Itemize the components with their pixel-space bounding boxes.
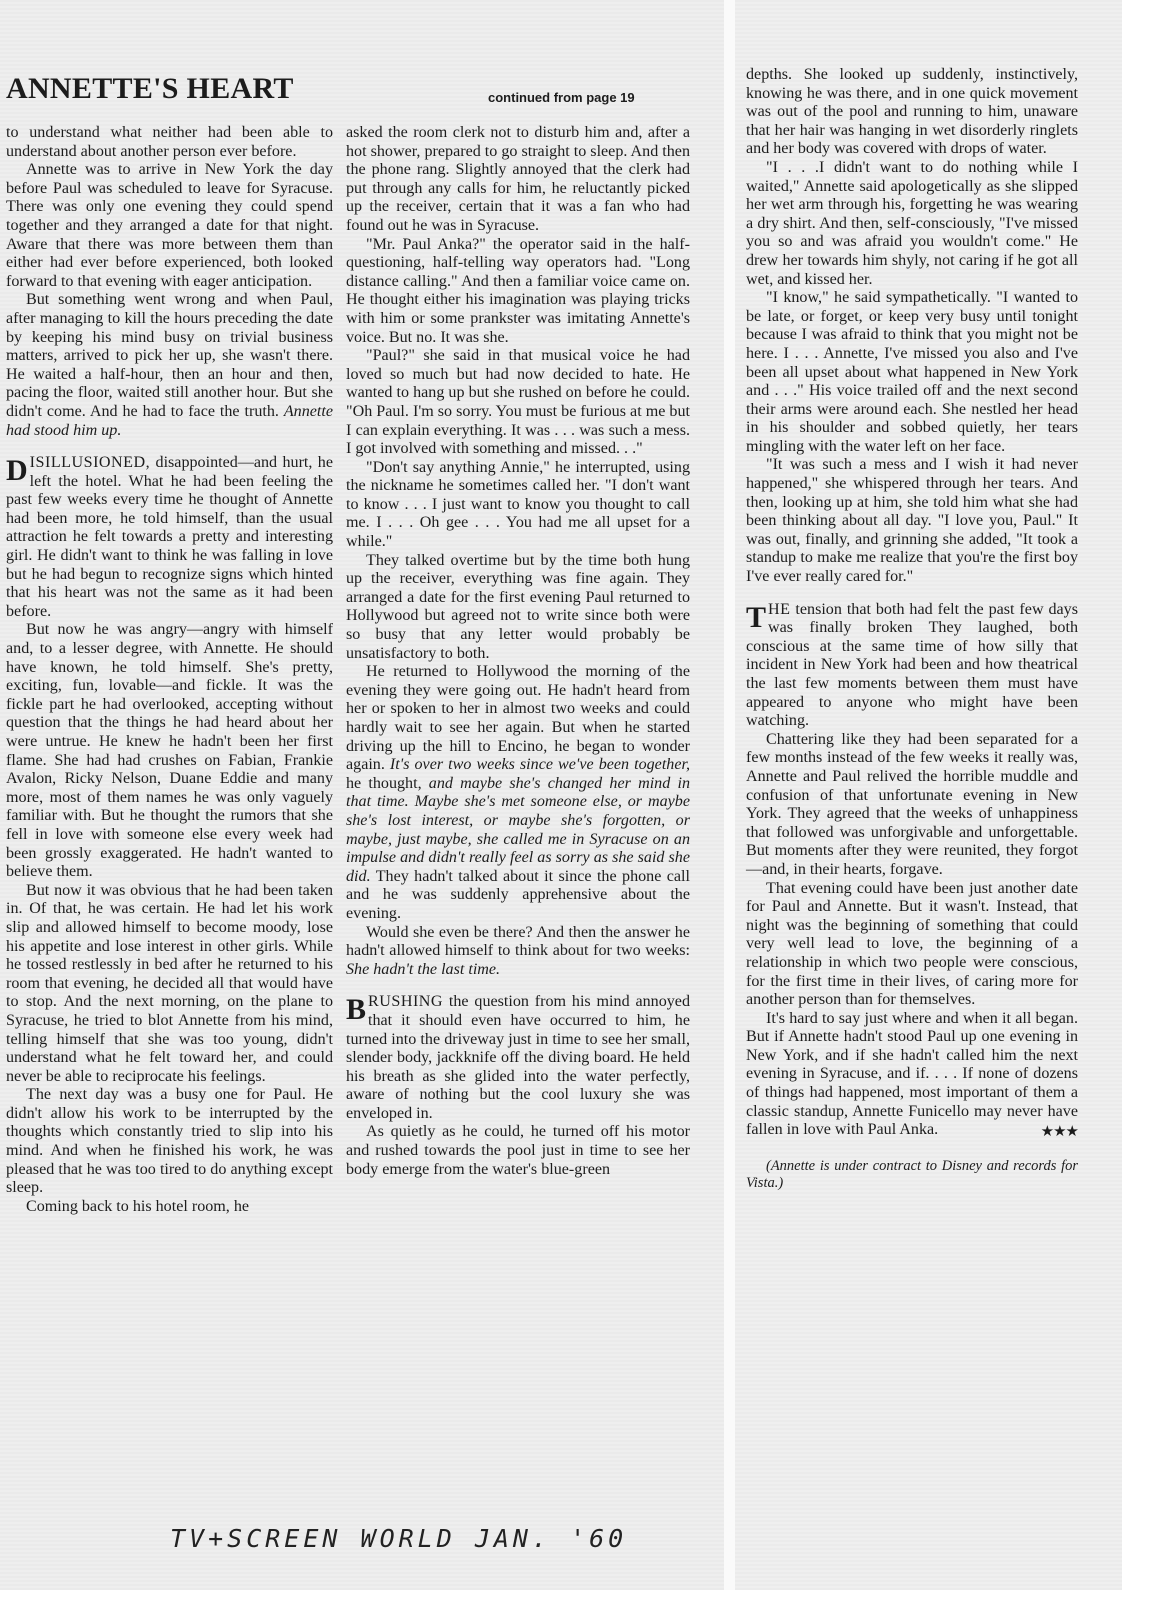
section-lead-paragraph xyxy=(746,601,1078,731)
paragraph xyxy=(6,291,333,440)
credit-note xyxy=(746,1158,1078,1192)
paragraph: to understand what neither had been able to understand about another person ever before. xyxy=(6,124,333,160)
paragraph: The next day was a busy one for Paul. He didn't allow his work to be interrupted by the thoughts which constantly tried to slip into his mind. And when he finished his work, he was pleased that he was too tired to do anything except sleep. xyxy=(6,1086,333,1197)
paragraph-italic: and maybe she's changed her mind in that time. Maybe she's met someone else, or maybe she's lost interest, or maybe she's forgotten, or maybe, just maybe, she called me in Syracuse on an impulse and didn't really feel as sorry as she said she did. xyxy=(346,774,690,885)
end-stars: ★★★ xyxy=(1040,1124,1078,1141)
column-2 xyxy=(346,124,690,1179)
section-lead-paragraph xyxy=(6,454,333,621)
paragraph xyxy=(346,663,690,923)
paragraph: But now it was obvious that he had been taken in. Of that, he was certain. He had let his work slip and allowed himself to become moody, lose his appetite and lose interest in other girls. While he tossed restlessly in bed after he returned to his room that evening, he decided all that would have to stop. And the next morning, on the plane to Syracuse, he tried to blot Annette from his mind, telling himself that she was too young, didn't understand what he felt toward her, and could never be able to reciprocate his feelings. xyxy=(6,881,333,1085)
paragraph-text: Would she even be there? And then the answer he hadn't allowed himself to think about for two weeks: xyxy=(346,923,690,960)
paragraph-text: It's hard to say just where and when it all began. But if Annette hadn't stood Paul up one evening in New York, and if she hadn't called him the next evening in Syracuse, and if. . . . If none of dozens of things had happened, most important of them a classic standup, Annette Funicello may never have fallen in love with Paul Anka. xyxy=(746,1009,1078,1139)
paragraph: "Don't say anything Annie," he interrupted, using the nickname he sometimes called her. "I don't want to know . . . I just want to know you thought to call me. I . . . Oh gee . . . You had me all upset for a while." xyxy=(346,458,690,551)
lead-word: ISILLUSIONED, xyxy=(29,454,151,472)
paragraph: But now he was angry—angry with himself and, to a lesser degree, with Annette. He should have known, he told himself. She's pretty, exciting, fun, lovable—and fickle. It was the fickle part he had overlooked, accepting without question that the things he had heard about her were untrue. He knew he hadn't been her first flame. She had had crushes on Fabian, Frankie Avalon, Ricky Nelson, Duane Eddie and many more, most of them names he was only vaguely familiar with. But he thought the rumors that she fell in love with someone else every week had been grossly exaggerated. He hadn't wanted to believe them. xyxy=(6,621,333,881)
paragraph: "Paul?" she said in that musical voice he had loved so much but had now decided to hate. He wanted to hang up but she rushed on before he could. "Oh Paul. I'm so sorry. You must be furious at me but I can explain everything. It was . . . was such a mess. I got involved with something and missed. . ." xyxy=(346,347,690,458)
lead-word: HE xyxy=(768,600,791,618)
paragraph: "I . . .I didn't want to do nothing while I waited," Annette said apologetically as she slipped her wet arm through his, forgetting he was wearing a dry shirt. And then, self-consciously, "I've missed you so and was afraid you wouldn't come." He drew her towards him shyly, not caring if he got all wet, and kissed her. xyxy=(746,158,1078,288)
paragraph-text: he thought, xyxy=(346,774,429,792)
section-lead-paragraph xyxy=(346,993,690,1123)
paragraph xyxy=(346,924,690,980)
paragraph: They talked overtime but by the time both hung up the receiver, everything was fine again. They arranged a date for the first evening Paul returned to Hollywood but agreed not to write since both were so busy that any letter would probably be unsatisfactory to both. xyxy=(346,551,690,662)
paragraph: As quietly as he could, he turned off his motor and rushed towards the pool just in time to see her body emerge from the water's blue-green xyxy=(346,1123,690,1178)
paragraph: Coming back to his hotel room, he xyxy=(26,1197,250,1215)
paragraph: depths. She looked up suddenly, instinctively, knowing he was there, and in one quick movement was out of the pool and running to him, unaware that her hair was hanging in wet disorderly ringlets and her body was covered with drops of water. xyxy=(746,66,1078,158)
paragraph xyxy=(746,1010,1078,1140)
paragraph: "I know," he said sympathetically. "I wanted to be late, or forget, or keep very busy until tonight because I was afraid to think that you might not be here. I . . . Annette, I've missed you also and I've been all upset about what happened in New York and . . ." His voice trailed off and the next second their arms were around each. She nestled her head in his shoulder and sobbed quietly, her tears mingling with the water left on her face. xyxy=(746,289,1078,455)
drop-cap: D xyxy=(6,454,28,488)
paragraph: That evening could have been just another date for Paul and Annette. But it wasn't. Instead, that night was the beginning of something that could very well lead to love, the beginning of a relationship in which two people were conscious, for the first time in their lives, of caring more for another person than for themselves. xyxy=(746,879,1078,1009)
lead-word: RUSHING xyxy=(368,993,444,1011)
credit-text: (Annette is under contract to Disney and records for Vista.) xyxy=(746,1157,1078,1191)
paragraph-text: the question from his mind annoyed that it should even have occurred to him, he turned into the driveway just in time to see her small, slender body, jackknife off the diving board. He held his breath as she glided into the water perfectly, aware of nothing but the cool luxury she was enveloped in. xyxy=(346,993,690,1122)
paragraph-text: They hadn't talked about it since the phone call and he was suddenly apprehensive about the evening. xyxy=(346,867,690,922)
paragraph: Annette was to arrive in New York the day before Paul was scheduled to leave for Syracuse. There was only one evening they could spend together and they arranged a date for that night. Aware that there was more between them than either had ever before experienced, both looked forward to that evening with eager anticipation. xyxy=(6,161,333,290)
page-gutter xyxy=(724,0,735,1590)
drop-cap: T xyxy=(746,600,767,634)
continued-label: continued from page 19 xyxy=(488,90,635,105)
paragraph-text: disappointed—and hurt, he left the hotel. What he had been feeling the past few weeks every time he thought of Annette had been more, he told himself, than the usual attraction he felt towards a pretty and interesting girl. He didn't want to think he was falling in love but he had begun to recognize signs which hinted that his heart was not the same as it had been before. xyxy=(6,454,333,620)
drop-cap: B xyxy=(346,993,367,1027)
paragraph: "It was such a mess and I wish it had never happened," she whispered through her tears. And then, looking up at him, she told him what she had been thinking about all day. "I love you, Paul." It was out, finally, and grinning she added, "It took a standup to make me realize that you're the first boy I've ever really cared for." xyxy=(746,456,1078,586)
paragraph: Chattering like they had been separated for a few months instead of the few weeks it really was, Annette and Paul relived the horrible muddle and confusion of that unfortunate evening in New York. They agreed that the weeks of unhappiness that followed was unforgivable and unforgettable. But moments after they were reunited, they forgot—and, in their hearts, forgave. xyxy=(746,730,1078,878)
paragraph: "Mr. Paul Anka?" the operator said in the half-questioning, half-telling way operators had. "Long distance calling." And then a familiar voice came on. He thought either his imagination was playing tricks with him or some prankster was imitating Annette's voice. But no. It was she. xyxy=(346,235,690,346)
paragraph-text: tension that both had felt the past few days was finally broken They laughed, both conscious at the same time of how silly that incident in New York had been and how theatrical the last few moments between them must have appeared to anyone who might have been watching. xyxy=(746,600,1078,730)
article-title: ANNETTE'S HEART xyxy=(6,72,294,105)
paragraph-text: He returned to Hollywood the morning of the evening they were going out. He hadn't heard from her or spoken to her in almost two weeks and could hardly wait to see her again. But when he started driving up the hill to Encino, he began to wonder again. xyxy=(346,663,690,774)
paragraph-italic: It's over two weeks since we've been together, xyxy=(389,756,690,774)
handwritten-source-note: TV+SCREEN WORLD JAN. '60 xyxy=(170,1524,628,1553)
column-3 xyxy=(746,66,1078,1192)
column-1 xyxy=(6,124,333,1216)
paragraph-italic: Annette had stood him up. xyxy=(6,402,333,439)
paragraph-text: But something went wrong and when Paul, after managing to kill the hours preceding the date by keeping his mind busy on trivial business matters, arrived to pick her up, she wasn't there. He waited a half-hour, then an hour and then, pacing the floor, waited still another hour. But she didn't come. And he had to face the truth. xyxy=(6,291,333,420)
paragraph: asked the room clerk not to disturb him and, after a hot shower, prepared to go straight to sleep. And then the phone rang. Slightly annoyed that the clerk had put through any calls for him, he reluctantly picked up the receiver, certain that it was a fan who had found out he was in Syracuse. xyxy=(346,124,690,234)
paragraph-italic: She hadn't the last time. xyxy=(346,960,501,978)
